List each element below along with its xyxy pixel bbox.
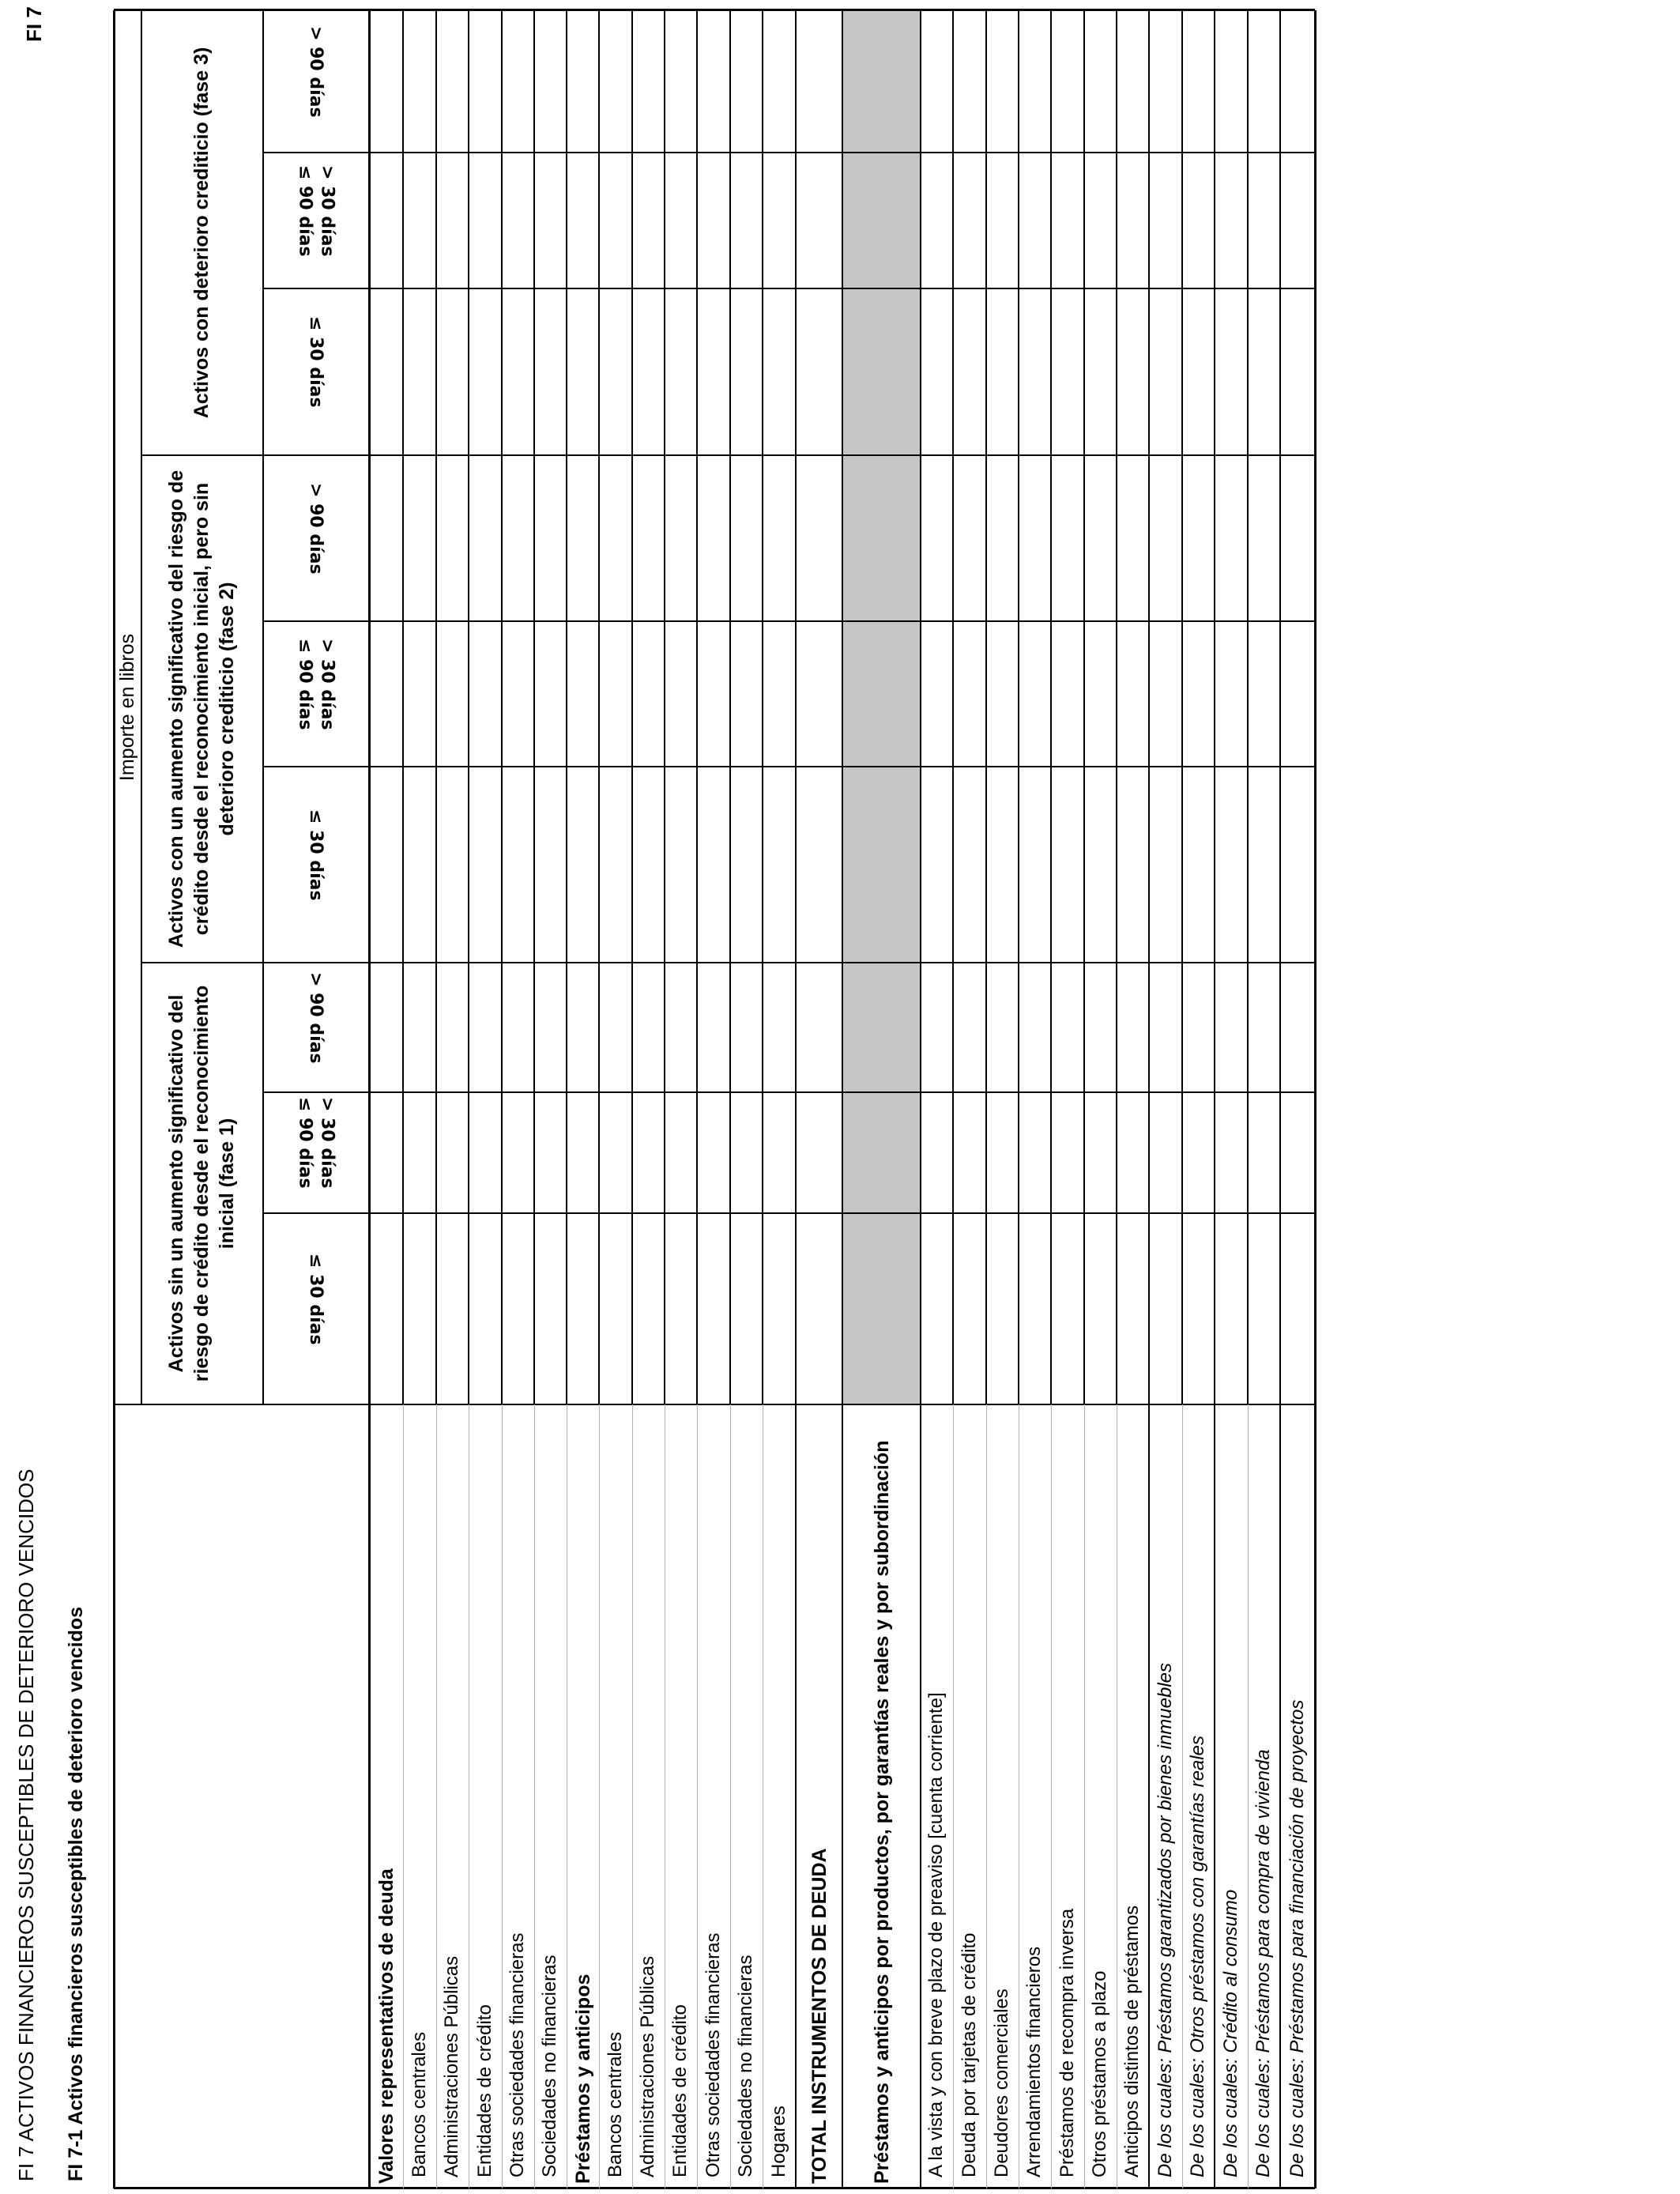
- row-prefix: De los cuales:: [1286, 2058, 1308, 2177]
- row-label: Hogares: [767, 2105, 789, 2177]
- row-line: [501, 10, 503, 1404]
- row-label: Deuda por tarjetas de crédito: [958, 1932, 980, 2177]
- row-text: Préstamos garantizados por bienes inmuebles: [1154, 1662, 1176, 2053]
- row-line: [696, 10, 698, 1404]
- row-line: [952, 10, 954, 1404]
- row-label: Bancos centrales: [604, 2031, 626, 2177]
- row-text: Otros préstamos con garantías reales: [1187, 1736, 1209, 2053]
- row-label: [1182, 1409, 1215, 2177]
- row-line: [598, 10, 600, 1404]
- row-text: Préstamos para financiación de proyectos: [1286, 1699, 1308, 2053]
- subheader-cell: [262, 455, 369, 621]
- row-prefix: De los cuales:: [1252, 2058, 1275, 2177]
- table-border-left: [114, 2187, 1315, 2189]
- row-label: Sociedades no financieras: [735, 1955, 757, 2177]
- row-line: [664, 10, 665, 1404]
- row-label: TOTAL INSTRUMENTOS DE DEUDA: [808, 1848, 831, 2184]
- row-label: Administraciones Públicas: [441, 1955, 463, 2177]
- subheader-label: > 90 días: [306, 483, 326, 575]
- row-label: Administraciones Públicas: [637, 1955, 659, 2177]
- table-border-top: [113, 10, 115, 2188]
- row-label: Préstamos y anticipos por productos, por garantías reales y por subordinación: [870, 1440, 893, 2184]
- row-label: Deudores comerciales: [991, 1989, 1013, 2177]
- row-line: [762, 10, 763, 1404]
- sub-column-divider: [262, 620, 1315, 622]
- sub-column-divider: [262, 1091, 1315, 1093]
- row-label: Préstamos y anticipos: [571, 1973, 594, 2184]
- page-code: FI 7: [22, 6, 46, 42]
- row-prefix: De los cuales:: [1187, 2058, 1209, 2177]
- row-label: [1248, 1409, 1280, 2177]
- header-group-fase2: Activos con un aumento significativo del riesgo de crédito desde el reconocimiento inicial, pero sin deterioro crediticio (fase 2): [165, 469, 238, 948]
- subheader-cell: [262, 963, 369, 1092]
- header-line-top: [141, 10, 142, 1404]
- row-label: Entidades de crédito: [473, 2004, 495, 2177]
- row-label: Otras sociedades financieras: [702, 1932, 724, 2177]
- row-prefix: De los cuales:: [1154, 2058, 1176, 2177]
- row-text: Préstamos para compra de vivienda: [1252, 1749, 1275, 2053]
- row-text: Crédito al consumo: [1219, 1889, 1241, 2053]
- row-line: [631, 10, 633, 1404]
- row-line: [1018, 10, 1019, 1404]
- row-label: [1280, 1409, 1315, 2177]
- row-label: Valores representativos de deuda: [375, 1868, 397, 2184]
- subheader-cell: [262, 1092, 369, 1213]
- row-label: Arrendamientos financieros: [1023, 1946, 1045, 2177]
- sub-column-divider: [262, 766, 1315, 767]
- row-label: [1215, 1409, 1248, 2177]
- row-line: [468, 10, 469, 1404]
- page-title: FI 7 ACTIVOS FINANCIEROS SUSCEPTIBLES DE DETERIORO VENCIDOS: [14, 1468, 38, 2181]
- subheader-label: > 30 días ≤ 90 días: [295, 639, 337, 730]
- row-label: Anticipos distintos de préstamos: [1121, 1905, 1143, 2177]
- shaded-cells: [842, 10, 921, 1404]
- page-subtitle: FI 7-1 Activos financieros susceptibles de deterioro vencidos: [65, 1606, 87, 2181]
- row-label: Otros préstamos a plazo: [1089, 1970, 1111, 2177]
- subheader-label: > 90 días: [306, 972, 326, 1064]
- row-label: A la vista y con breve plazo de preaviso [cuenta corriente]: [925, 1692, 947, 2177]
- subheader-label: ≤ 30 días: [306, 809, 326, 901]
- header-group-fase3: Activos con deterioro crediticio (fase 3): [190, 47, 213, 419]
- row-line: [533, 10, 535, 1404]
- subheader-label: > 30 días ≤ 90 días: [295, 165, 337, 257]
- row-line: [1050, 10, 1052, 1404]
- sub-column-divider: [262, 1212, 1315, 1214]
- subheader-cell: [262, 288, 369, 455]
- row-line: [1116, 10, 1117, 1404]
- subheader-label: ≤ 30 días: [306, 1253, 326, 1345]
- row-line: [985, 10, 987, 1404]
- row-line: [1083, 10, 1085, 1404]
- row-line: [1181, 10, 1183, 1404]
- row-line: [402, 10, 404, 1404]
- subheader-label: > 30 días ≤ 90 días: [295, 1097, 337, 1189]
- row-label: Sociedades no financieras: [539, 1955, 561, 2177]
- subheader-label: ≤ 30 días: [306, 316, 326, 409]
- row-label: Otras sociedades financieras: [507, 1932, 529, 2177]
- row-label: Entidades de crédito: [669, 2004, 691, 2177]
- header-importe: Importe en libros: [116, 633, 138, 782]
- row-line: [566, 10, 567, 1404]
- sub-column-divider: [262, 152, 1315, 153]
- subheader-cell: [262, 1213, 369, 1404]
- subheader-cell: [262, 621, 369, 767]
- row-label: Bancos centrales: [408, 2031, 430, 2177]
- row-prefix: De los cuales:: [1219, 2058, 1241, 2177]
- row-label: Préstamos de recompra inversa: [1056, 1908, 1078, 2177]
- row-line: [1247, 10, 1249, 1404]
- row-line: [435, 10, 437, 1404]
- row-label: [1149, 1409, 1182, 2177]
- sub-column-divider: [262, 288, 1315, 289]
- subheader-cell: [262, 767, 369, 963]
- row-line: [729, 10, 731, 1404]
- subheader-label: > 90 días: [306, 26, 326, 118]
- subheader-cell: [262, 10, 369, 153]
- header-group-fase1: Activos sin un aumento significativo del riesgo de crédito desde el reconocimiento inicial (fase 1): [165, 985, 238, 1382]
- subheader-cell: [262, 153, 369, 288]
